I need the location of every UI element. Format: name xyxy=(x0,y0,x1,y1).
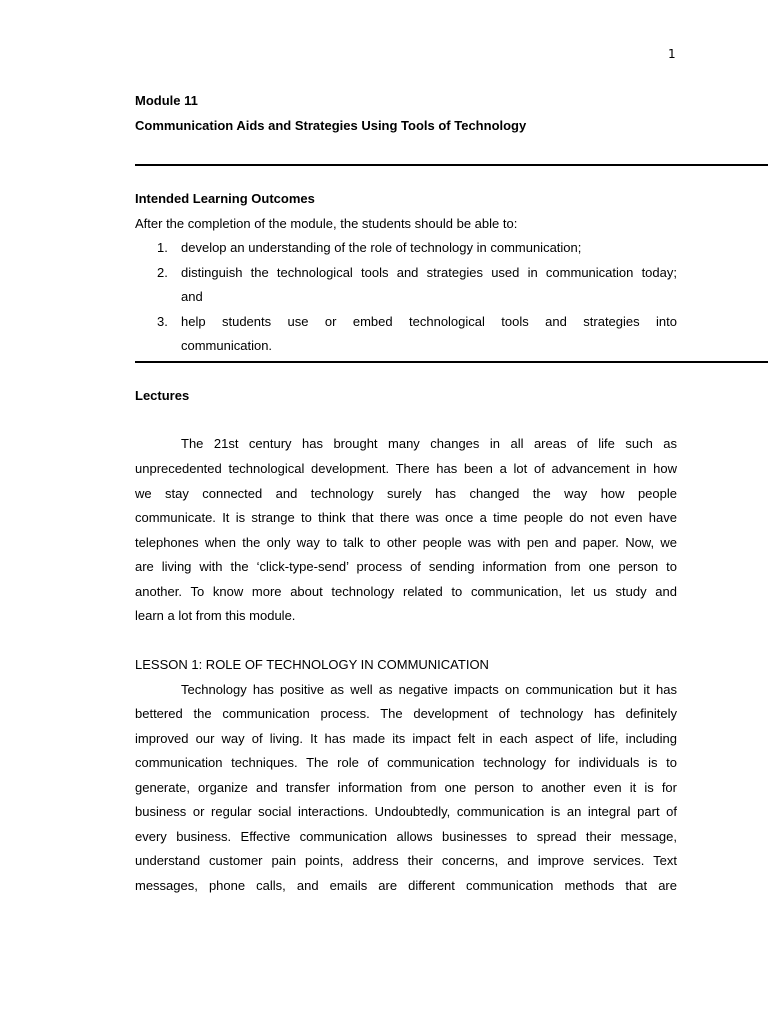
paragraph-line: generate, organize and transfer information from one person to another even it is for xyxy=(135,780,677,795)
outcome-3-text: help students use or embed technological tools and strategies into xyxy=(181,314,677,329)
page-number: 1 xyxy=(668,47,676,61)
paragraph-line: Technology has positive as well as negative impacts on communication but it has xyxy=(181,682,677,697)
divider-top xyxy=(135,164,768,166)
outcome-2-text: distinguish the technological tools and strategies used in communication today; xyxy=(181,265,677,280)
paragraph-line: bettered the communication process. The development of technology has definitely xyxy=(135,706,677,721)
outcome-3-number: 3. xyxy=(157,314,168,329)
paragraph-line: communication techniques. The role of communication technology for individuals is to xyxy=(135,755,677,770)
outcome-1-text: develop an understanding of the role of technology in communication; xyxy=(181,240,582,255)
paragraph-line: telephones when the only way to talk to other people was with pen and paper. Now, we xyxy=(135,535,677,550)
paragraph-line: business or regular social interactions. Undoubtedly, communication is an integral part of xyxy=(135,804,677,819)
lesson-1-heading: LESSON 1: ROLE OF TECHNOLOGY IN COMMUNICATION xyxy=(135,657,489,672)
paragraph-line: learn a lot from this module. xyxy=(135,608,296,623)
document-title: Communication Aids and Strategies Using Tools of Technology xyxy=(135,118,527,133)
paragraph-line: we stay connected and technology surely has changed the way how people xyxy=(135,486,677,501)
paragraph-line: are living with the ‘click-type-send’ process of sending information from one person to xyxy=(135,559,677,574)
paragraph-line: every business. Effective communication allows businesses to spread their message, xyxy=(135,829,677,844)
paragraph-line: unprecedented technological development. There has been a lot of advancement in how xyxy=(135,461,677,476)
paragraph-line: messages, phone calls, and emails are different communication methods that are xyxy=(135,878,677,893)
paragraph-line: understand customer pain points, address their concerns, and improve services. Text xyxy=(135,853,677,868)
divider-bottom xyxy=(135,361,768,363)
outcomes-heading: Intended Learning Outcomes xyxy=(135,191,315,206)
paragraph-line: communicate. It is strange to think that there was once a time people do not even have xyxy=(135,510,677,525)
paragraph-line: improved our way of living. It has made its impact felt in each aspect of life, including xyxy=(135,731,677,746)
outcome-1-number: 1. xyxy=(157,240,168,255)
outcomes-intro: After the completion of the module, the students should be able to: xyxy=(135,216,518,231)
paragraph-line: another. To know more about technology related to communication, let us study and xyxy=(135,584,677,599)
outcome-3-text-cont: communication. xyxy=(181,338,273,353)
paragraph-line: The 21st century has brought many changes in all areas of life such as xyxy=(181,436,677,451)
outcome-2-number: 2. xyxy=(157,265,168,280)
module-label: Module 11 xyxy=(135,93,198,108)
lectures-heading: Lectures xyxy=(135,388,190,403)
outcome-2-text-cont: and xyxy=(181,289,203,304)
